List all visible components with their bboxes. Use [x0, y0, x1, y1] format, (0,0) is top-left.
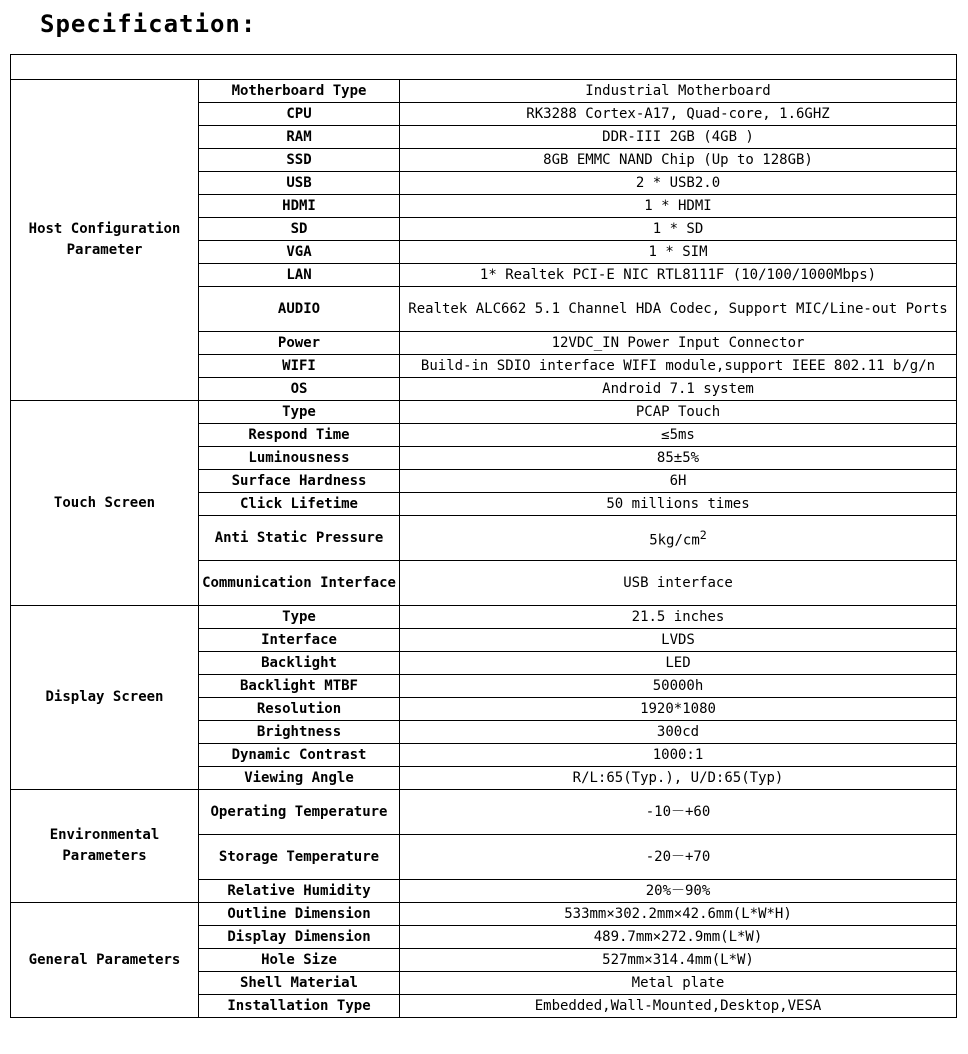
page-title: Specification:: [40, 10, 257, 38]
spec-label: LAN: [199, 264, 400, 287]
spec-value: Metal plate: [400, 972, 957, 995]
spec-label: RAM: [199, 126, 400, 149]
spec-value-text: 5kg/cm: [649, 532, 700, 549]
spec-label: VGA: [199, 241, 400, 264]
spec-label: Operating Temperature: [199, 790, 400, 835]
spec-label: Resolution: [199, 698, 400, 721]
spec-label: Backlight MTBF: [199, 675, 400, 698]
spec-value: 2 * USB2.0: [400, 172, 957, 195]
spec-label: Type: [199, 606, 400, 629]
spec-value: Embedded,Wall-Mounted,Desktop,VESA: [400, 995, 957, 1018]
spec-value: 533mm×302.2mm×42.6mm(L*W*H): [400, 903, 957, 926]
spec-value: 12VDC_IN Power Input Connector: [400, 332, 957, 355]
spec-label: SD: [199, 218, 400, 241]
spec-value: 1 * HDMI: [400, 195, 957, 218]
spec-value: LVDS: [400, 629, 957, 652]
table-row: [11, 606, 957, 629]
table-row: [11, 790, 957, 835]
spec-value: LED: [400, 652, 957, 675]
spec-value: RK3288 Cortex-A17, Quad-core, 1.6GHZ: [400, 103, 957, 126]
spec-label: WIFI: [199, 355, 400, 378]
group-touch-screen: Touch Screen: [11, 401, 199, 606]
spec-value: 1* Realtek PCI-E NIC RTL8111F (10/100/1000Mbps): [400, 264, 957, 287]
spec-label: Brightness: [199, 721, 400, 744]
spec-label: Storage Temperature: [199, 835, 400, 880]
spec-value: 50 millions times: [400, 493, 957, 516]
group-general-parameters: General Parameters: [11, 903, 199, 1018]
spec-label: Installation Type: [199, 995, 400, 1018]
spec-value: -10－+60: [400, 790, 957, 835]
spec-value: Industrial Motherboard: [400, 80, 957, 103]
spec-label: CPU: [199, 103, 400, 126]
spec-value: 527mm×314.4mm(L*W): [400, 949, 957, 972]
spec-value: 1 * SIM: [400, 241, 957, 264]
spec-value: Build-in SDIO interface WIFI module,support IEEE 802.11 b/g/n: [400, 355, 957, 378]
spec-label: Interface: [199, 629, 400, 652]
spec-value: 6H: [400, 470, 957, 493]
spec-value: USB interface: [400, 561, 957, 606]
spec-value: R/L:65(Typ.), U/D:65(Typ): [400, 767, 957, 790]
group-display-screen: Display Screen: [11, 606, 199, 790]
spec-value: 489.7mm×272.9mm(L*W): [400, 926, 957, 949]
spec-label: HDMI: [199, 195, 400, 218]
spec-label: Surface Hardness: [199, 470, 400, 493]
spec-value: 21.5 inches: [400, 606, 957, 629]
spec-label: OS: [199, 378, 400, 401]
spec-value: DDR-III 2GB (4GB ): [400, 126, 957, 149]
spec-label: Dynamic Contrast: [199, 744, 400, 767]
spec-value: ≤5ms: [400, 424, 957, 447]
spec-label: AUDIO: [199, 287, 400, 332]
spec-label: Viewing Angle: [199, 767, 400, 790]
spec-value: 300cd: [400, 721, 957, 744]
table-row: [11, 80, 957, 103]
spec-value: 8GB EMMC NAND Chip (Up to 128GB): [400, 149, 957, 172]
spec-label: Anti Static Pressure: [199, 516, 400, 561]
spec-value: 50000h: [400, 675, 957, 698]
spec-label: SSD: [199, 149, 400, 172]
group-environmental-parameters: Environmental Parameters: [11, 790, 199, 903]
spec-value: 1000:1: [400, 744, 957, 767]
spec-label: Type: [199, 401, 400, 424]
spec-label: Shell Material: [199, 972, 400, 995]
spec-label: Relative Humidity: [199, 880, 400, 903]
spec-label: Communication Interface: [199, 561, 400, 606]
spec-table: [10, 54, 957, 1018]
spec-value: 1920*1080: [400, 698, 957, 721]
spec-value: PCAP Touch: [400, 401, 957, 424]
spec-label: Hole Size: [199, 949, 400, 972]
spec-label: Display Dimension: [199, 926, 400, 949]
spec-value: Android 7.1 system: [400, 378, 957, 401]
spec-label: USB: [199, 172, 400, 195]
spec-value: 85±5%: [400, 447, 957, 470]
spec-label: Power: [199, 332, 400, 355]
superscript: 2: [699, 527, 707, 542]
spec-label: Respond Time: [199, 424, 400, 447]
spec-label: Luminousness: [199, 447, 400, 470]
spec-label: Motherboard Type: [199, 80, 400, 103]
group-host-configuration: Host Configuration Parameter: [11, 80, 199, 401]
spec-value: 1 * SD: [400, 218, 957, 241]
spec-label: Outline Dimension: [199, 903, 400, 926]
spec-value: 20%－90%: [400, 880, 957, 903]
spec-value: Realtek ALC662 5.1 Channel HDA Codec, Support MIC/Line-out Ports: [400, 287, 957, 332]
spec-value: -20－+70: [400, 835, 957, 880]
table-header-row: [11, 55, 957, 80]
spec-label: Click Lifetime: [199, 493, 400, 516]
table-row: [11, 401, 957, 424]
spec-label: Backlight: [199, 652, 400, 675]
table-header-cell: [11, 55, 957, 80]
spec-value: [400, 516, 957, 561]
table-row: [11, 903, 957, 926]
